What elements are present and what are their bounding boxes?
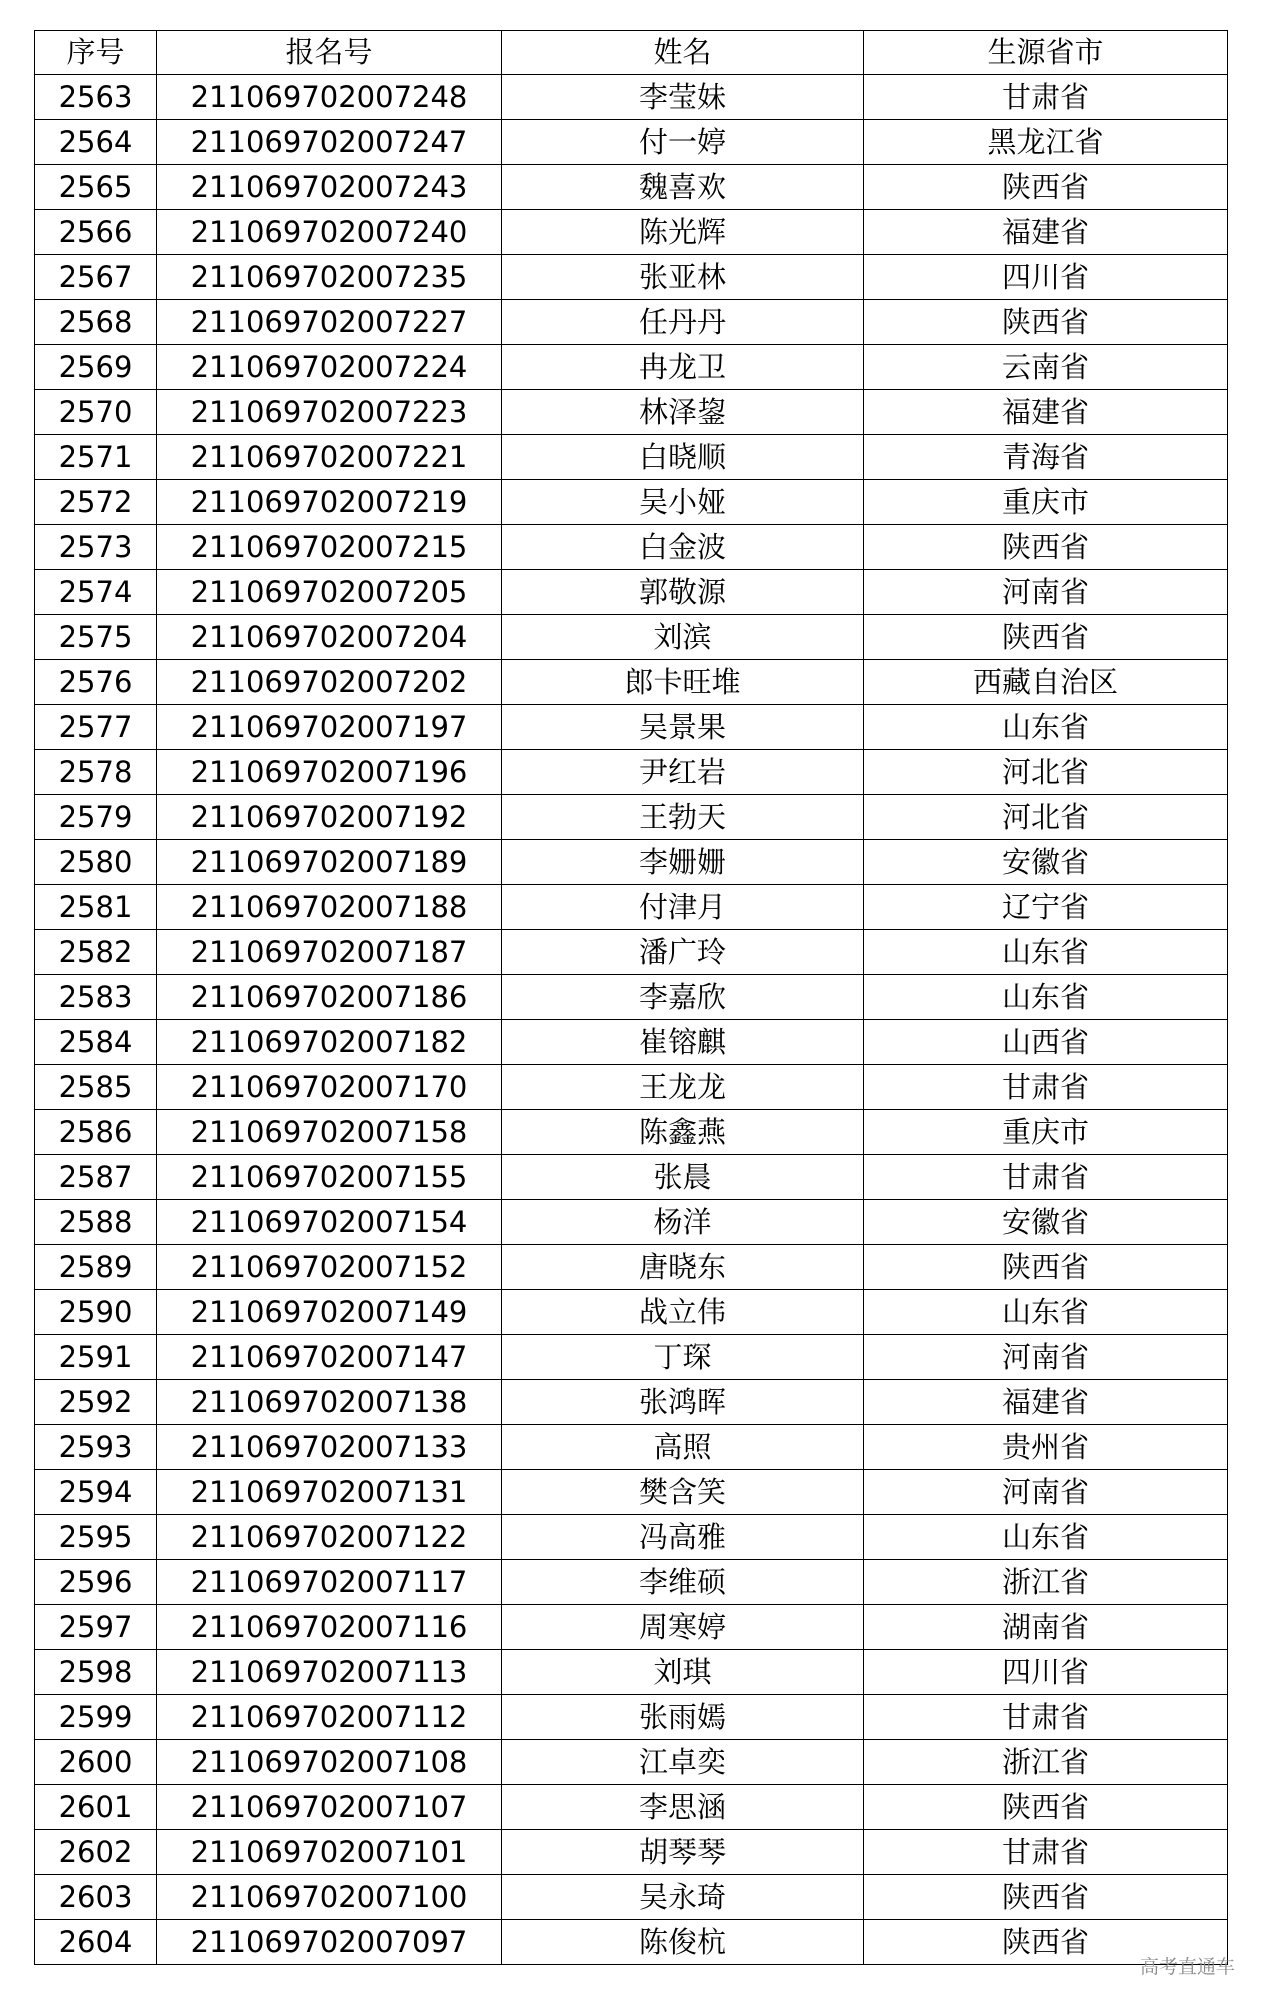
- cell-origin-province: 福建省: [864, 1380, 1228, 1425]
- table-row: [35, 525, 1228, 570]
- cell-seq: 2582: [35, 930, 157, 975]
- cell-seq: 2600: [35, 1740, 157, 1785]
- cell-seq: 2577: [35, 705, 157, 750]
- cell-registration-no: 211069702007131: [157, 1470, 502, 1515]
- cell-origin-province: 河南省: [864, 1335, 1228, 1380]
- cell-origin-province: 陕西省: [864, 165, 1228, 210]
- table-row: [35, 975, 1228, 1020]
- table-header: [35, 31, 1228, 75]
- table-row: [35, 1470, 1228, 1515]
- cell-seq: 2585: [35, 1065, 157, 1110]
- table-row: [35, 75, 1228, 120]
- table-row: [35, 930, 1228, 975]
- table-row: [35, 1290, 1228, 1335]
- cell-name: 陈俊杭: [502, 1920, 864, 1965]
- table-row: [35, 210, 1228, 255]
- cell-origin-province: 甘肃省: [864, 1830, 1228, 1875]
- header-registration-no: 报名号: [157, 31, 502, 75]
- cell-name: 战立伟: [502, 1290, 864, 1335]
- cell-seq: 2567: [35, 255, 157, 300]
- cell-origin-province: 山东省: [864, 930, 1228, 975]
- table-row: [35, 1245, 1228, 1290]
- cell-registration-no: 211069702007215: [157, 525, 502, 570]
- cell-registration-no: 211069702007133: [157, 1425, 502, 1470]
- cell-seq: 2570: [35, 390, 157, 435]
- table-row: [35, 1695, 1228, 1740]
- cell-registration-no: 211069702007235: [157, 255, 502, 300]
- cell-origin-province: 陕西省: [864, 525, 1228, 570]
- table-row: [35, 480, 1228, 525]
- table-row: [35, 435, 1228, 480]
- table-row: [35, 390, 1228, 435]
- cell-seq: 2580: [35, 840, 157, 885]
- cell-origin-province: 甘肃省: [864, 1065, 1228, 1110]
- cell-seq: 2571: [35, 435, 157, 480]
- table-row: [35, 750, 1228, 795]
- cell-origin-province: 湖南省: [864, 1605, 1228, 1650]
- table-row: [35, 345, 1228, 390]
- cell-registration-no: 211069702007155: [157, 1155, 502, 1200]
- cell-name: 潘广玲: [502, 930, 864, 975]
- cell-name: 江卓奕: [502, 1740, 864, 1785]
- table-row: [35, 1335, 1228, 1380]
- cell-registration-no: 211069702007187: [157, 930, 502, 975]
- cell-registration-no: 211069702007154: [157, 1200, 502, 1245]
- cell-name: 刘琪: [502, 1650, 864, 1695]
- header-seq: 序号: [35, 31, 157, 75]
- cell-seq: 2566: [35, 210, 157, 255]
- cell-seq: 2578: [35, 750, 157, 795]
- cell-origin-province: 陕西省: [864, 1920, 1228, 1965]
- cell-origin-province: 陕西省: [864, 300, 1228, 345]
- cell-seq: 2581: [35, 885, 157, 930]
- cell-origin-province: 浙江省: [864, 1740, 1228, 1785]
- table-row: [35, 795, 1228, 840]
- cell-origin-province: 安徽省: [864, 1200, 1228, 1245]
- cell-name: 李维硕: [502, 1560, 864, 1605]
- cell-origin-province: 山东省: [864, 1515, 1228, 1560]
- table-row: [35, 1515, 1228, 1560]
- cell-registration-no: 211069702007204: [157, 615, 502, 660]
- cell-registration-no: 211069702007122: [157, 1515, 502, 1560]
- table-row: [35, 615, 1228, 660]
- cell-name: 吴景果: [502, 705, 864, 750]
- cell-seq: 2594: [35, 1470, 157, 1515]
- cell-seq: 2597: [35, 1605, 157, 1650]
- cell-registration-no: 211069702007152: [157, 1245, 502, 1290]
- cell-registration-no: 211069702007227: [157, 300, 502, 345]
- cell-seq: 2575: [35, 615, 157, 660]
- cell-origin-province: 福建省: [864, 210, 1228, 255]
- cell-name: 冯高雅: [502, 1515, 864, 1560]
- cell-name: 崔镕麒: [502, 1020, 864, 1065]
- cell-seq: 2595: [35, 1515, 157, 1560]
- cell-origin-province: 陕西省: [864, 1245, 1228, 1290]
- cell-seq: 2593: [35, 1425, 157, 1470]
- cell-name: 吴永琦: [502, 1875, 864, 1920]
- cell-name: 丁琛: [502, 1335, 864, 1380]
- table-row: [35, 570, 1228, 615]
- cell-seq: 2599: [35, 1695, 157, 1740]
- cell-name: 刘滨: [502, 615, 864, 660]
- cell-registration-no: 211069702007149: [157, 1290, 502, 1335]
- cell-name: 任丹丹: [502, 300, 864, 345]
- cell-name: 冉龙卫: [502, 345, 864, 390]
- cell-seq: 2563: [35, 75, 157, 120]
- cell-seq: 2602: [35, 1830, 157, 1875]
- cell-name: 陈鑫燕: [502, 1110, 864, 1155]
- table-row: [35, 1560, 1228, 1605]
- cell-name: 唐晓东: [502, 1245, 864, 1290]
- cell-origin-province: 四川省: [864, 255, 1228, 300]
- table-row: [35, 1875, 1228, 1920]
- cell-name: 张鸿晖: [502, 1380, 864, 1425]
- cell-seq: 2565: [35, 165, 157, 210]
- cell-origin-province: 云南省: [864, 345, 1228, 390]
- table-row: [35, 1425, 1228, 1470]
- cell-origin-province: 河南省: [864, 1470, 1228, 1515]
- cell-name: 樊含笑: [502, 1470, 864, 1515]
- cell-name: 张雨嫣: [502, 1695, 864, 1740]
- cell-seq: 2568: [35, 300, 157, 345]
- cell-registration-no: 211069702007138: [157, 1380, 502, 1425]
- cell-registration-no: 211069702007116: [157, 1605, 502, 1650]
- cell-seq: 2574: [35, 570, 157, 615]
- cell-registration-no: 211069702007205: [157, 570, 502, 615]
- cell-origin-province: 山西省: [864, 1020, 1228, 1065]
- cell-name: 白晓顺: [502, 435, 864, 480]
- table-row: [35, 1785, 1228, 1830]
- cell-registration-no: 211069702007100: [157, 1875, 502, 1920]
- cell-registration-no: 211069702007223: [157, 390, 502, 435]
- table-body: [35, 75, 1228, 1965]
- cell-origin-province: 西藏自治区: [864, 660, 1228, 705]
- cell-registration-no: 211069702007197: [157, 705, 502, 750]
- cell-name: 林泽鋆: [502, 390, 864, 435]
- cell-name: 张晨: [502, 1155, 864, 1200]
- cell-seq: 2583: [35, 975, 157, 1020]
- cell-registration-no: 211069702007224: [157, 345, 502, 390]
- cell-registration-no: 211069702007101: [157, 1830, 502, 1875]
- cell-name: 杨洋: [502, 1200, 864, 1245]
- table-row: [35, 1020, 1228, 1065]
- cell-registration-no: 211069702007240: [157, 210, 502, 255]
- table-row: [35, 1830, 1228, 1875]
- cell-registration-no: 211069702007112: [157, 1695, 502, 1740]
- cell-registration-no: 211069702007248: [157, 75, 502, 120]
- cell-seq: 2592: [35, 1380, 157, 1425]
- cell-registration-no: 211069702007188: [157, 885, 502, 930]
- cell-origin-province: 重庆市: [864, 1110, 1228, 1155]
- header-name: 姓名: [502, 31, 864, 75]
- cell-name: 郎卡旺堆: [502, 660, 864, 705]
- cell-name: 李姗姗: [502, 840, 864, 885]
- table-row: [35, 120, 1228, 165]
- table-row: [35, 1155, 1228, 1200]
- cell-seq: 2569: [35, 345, 157, 390]
- table-row: [35, 1110, 1228, 1155]
- cell-name: 陈光辉: [502, 210, 864, 255]
- header-origin-province: 生源省市: [864, 31, 1228, 75]
- cell-name: 魏喜欢: [502, 165, 864, 210]
- cell-seq: 2587: [35, 1155, 157, 1200]
- cell-name: 白金波: [502, 525, 864, 570]
- cell-name: 尹红岩: [502, 750, 864, 795]
- cell-origin-province: 四川省: [864, 1650, 1228, 1695]
- cell-origin-province: 河北省: [864, 795, 1228, 840]
- admission-roster-table: [34, 30, 1228, 1965]
- cell-seq: 2573: [35, 525, 157, 570]
- table-row: [35, 1200, 1228, 1245]
- cell-origin-province: 重庆市: [864, 480, 1228, 525]
- cell-seq: 2601: [35, 1785, 157, 1830]
- cell-origin-province: 陕西省: [864, 1875, 1228, 1920]
- cell-name: 王龙龙: [502, 1065, 864, 1110]
- cell-registration-no: 211069702007097: [157, 1920, 502, 1965]
- cell-origin-province: 山东省: [864, 705, 1228, 750]
- cell-registration-no: 211069702007202: [157, 660, 502, 705]
- cell-name: 李嘉欣: [502, 975, 864, 1020]
- cell-registration-no: 211069702007219: [157, 480, 502, 525]
- cell-seq: 2604: [35, 1920, 157, 1965]
- cell-name: 付一婷: [502, 120, 864, 165]
- cell-name: 张亚林: [502, 255, 864, 300]
- table-row: [35, 1605, 1228, 1650]
- cell-registration-no: 211069702007243: [157, 165, 502, 210]
- cell-seq: 2579: [35, 795, 157, 840]
- cell-registration-no: 211069702007107: [157, 1785, 502, 1830]
- cell-registration-no: 211069702007170: [157, 1065, 502, 1110]
- cell-registration-no: 211069702007186: [157, 975, 502, 1020]
- cell-registration-no: 211069702007113: [157, 1650, 502, 1695]
- cell-name: 周寒婷: [502, 1605, 864, 1650]
- cell-origin-province: 河南省: [864, 570, 1228, 615]
- table-row: [35, 1380, 1228, 1425]
- cell-name: 高照: [502, 1425, 864, 1470]
- cell-name: 李思涵: [502, 1785, 864, 1830]
- header-row: [35, 31, 1228, 75]
- cell-seq: 2584: [35, 1020, 157, 1065]
- cell-seq: 2589: [35, 1245, 157, 1290]
- cell-origin-province: 甘肃省: [864, 75, 1228, 120]
- cell-origin-province: 河北省: [864, 750, 1228, 795]
- cell-name: 胡琴琴: [502, 1830, 864, 1875]
- cell-registration-no: 211069702007147: [157, 1335, 502, 1380]
- cell-origin-province: 福建省: [864, 390, 1228, 435]
- table-row: [35, 1065, 1228, 1110]
- table-row: [35, 300, 1228, 345]
- cell-seq: 2603: [35, 1875, 157, 1920]
- cell-seq: 2590: [35, 1290, 157, 1335]
- cell-seq: 2598: [35, 1650, 157, 1695]
- cell-registration-no: 211069702007247: [157, 120, 502, 165]
- cell-seq: 2564: [35, 120, 157, 165]
- cell-origin-province: 山东省: [864, 975, 1228, 1020]
- table-row: [35, 165, 1228, 210]
- cell-seq: 2572: [35, 480, 157, 525]
- cell-origin-province: 青海省: [864, 435, 1228, 480]
- cell-origin-province: 山东省: [864, 1290, 1228, 1335]
- cell-registration-no: 211069702007158: [157, 1110, 502, 1155]
- table-row: [35, 1650, 1228, 1695]
- table-row: [35, 705, 1228, 750]
- table-row: [35, 255, 1228, 300]
- cell-origin-province: 陕西省: [864, 1785, 1228, 1830]
- table-row: [35, 1740, 1228, 1785]
- table-row: [35, 840, 1228, 885]
- table-row: [35, 1920, 1228, 1965]
- cell-name: 王勃天: [502, 795, 864, 840]
- cell-seq: 2591: [35, 1335, 157, 1380]
- cell-seq: 2596: [35, 1560, 157, 1605]
- cell-registration-no: 211069702007108: [157, 1740, 502, 1785]
- table-row: [35, 885, 1228, 930]
- cell-origin-province: 甘肃省: [864, 1155, 1228, 1200]
- cell-registration-no: 211069702007192: [157, 795, 502, 840]
- cell-origin-province: 贵州省: [864, 1425, 1228, 1470]
- cell-registration-no: 211069702007221: [157, 435, 502, 480]
- cell-name: 吴小娅: [502, 480, 864, 525]
- cell-name: 李莹妹: [502, 75, 864, 120]
- watermark-text: 高考直通车: [1139, 1956, 1235, 1978]
- cell-origin-province: 陕西省: [864, 615, 1228, 660]
- cell-origin-province: 黑龙江省: [864, 120, 1228, 165]
- cell-seq: 2588: [35, 1200, 157, 1245]
- cell-origin-province: 浙江省: [864, 1560, 1228, 1605]
- cell-registration-no: 211069702007117: [157, 1560, 502, 1605]
- cell-origin-province: 安徽省: [864, 840, 1228, 885]
- cell-registration-no: 211069702007182: [157, 1020, 502, 1065]
- cell-origin-province: 辽宁省: [864, 885, 1228, 930]
- cell-seq: 2576: [35, 660, 157, 705]
- table-row: [35, 660, 1228, 705]
- cell-name: 付津月: [502, 885, 864, 930]
- cell-name: 郭敬源: [502, 570, 864, 615]
- cell-registration-no: 211069702007189: [157, 840, 502, 885]
- cell-origin-province: 甘肃省: [864, 1695, 1228, 1740]
- cell-registration-no: 211069702007196: [157, 750, 502, 795]
- cell-seq: 2586: [35, 1110, 157, 1155]
